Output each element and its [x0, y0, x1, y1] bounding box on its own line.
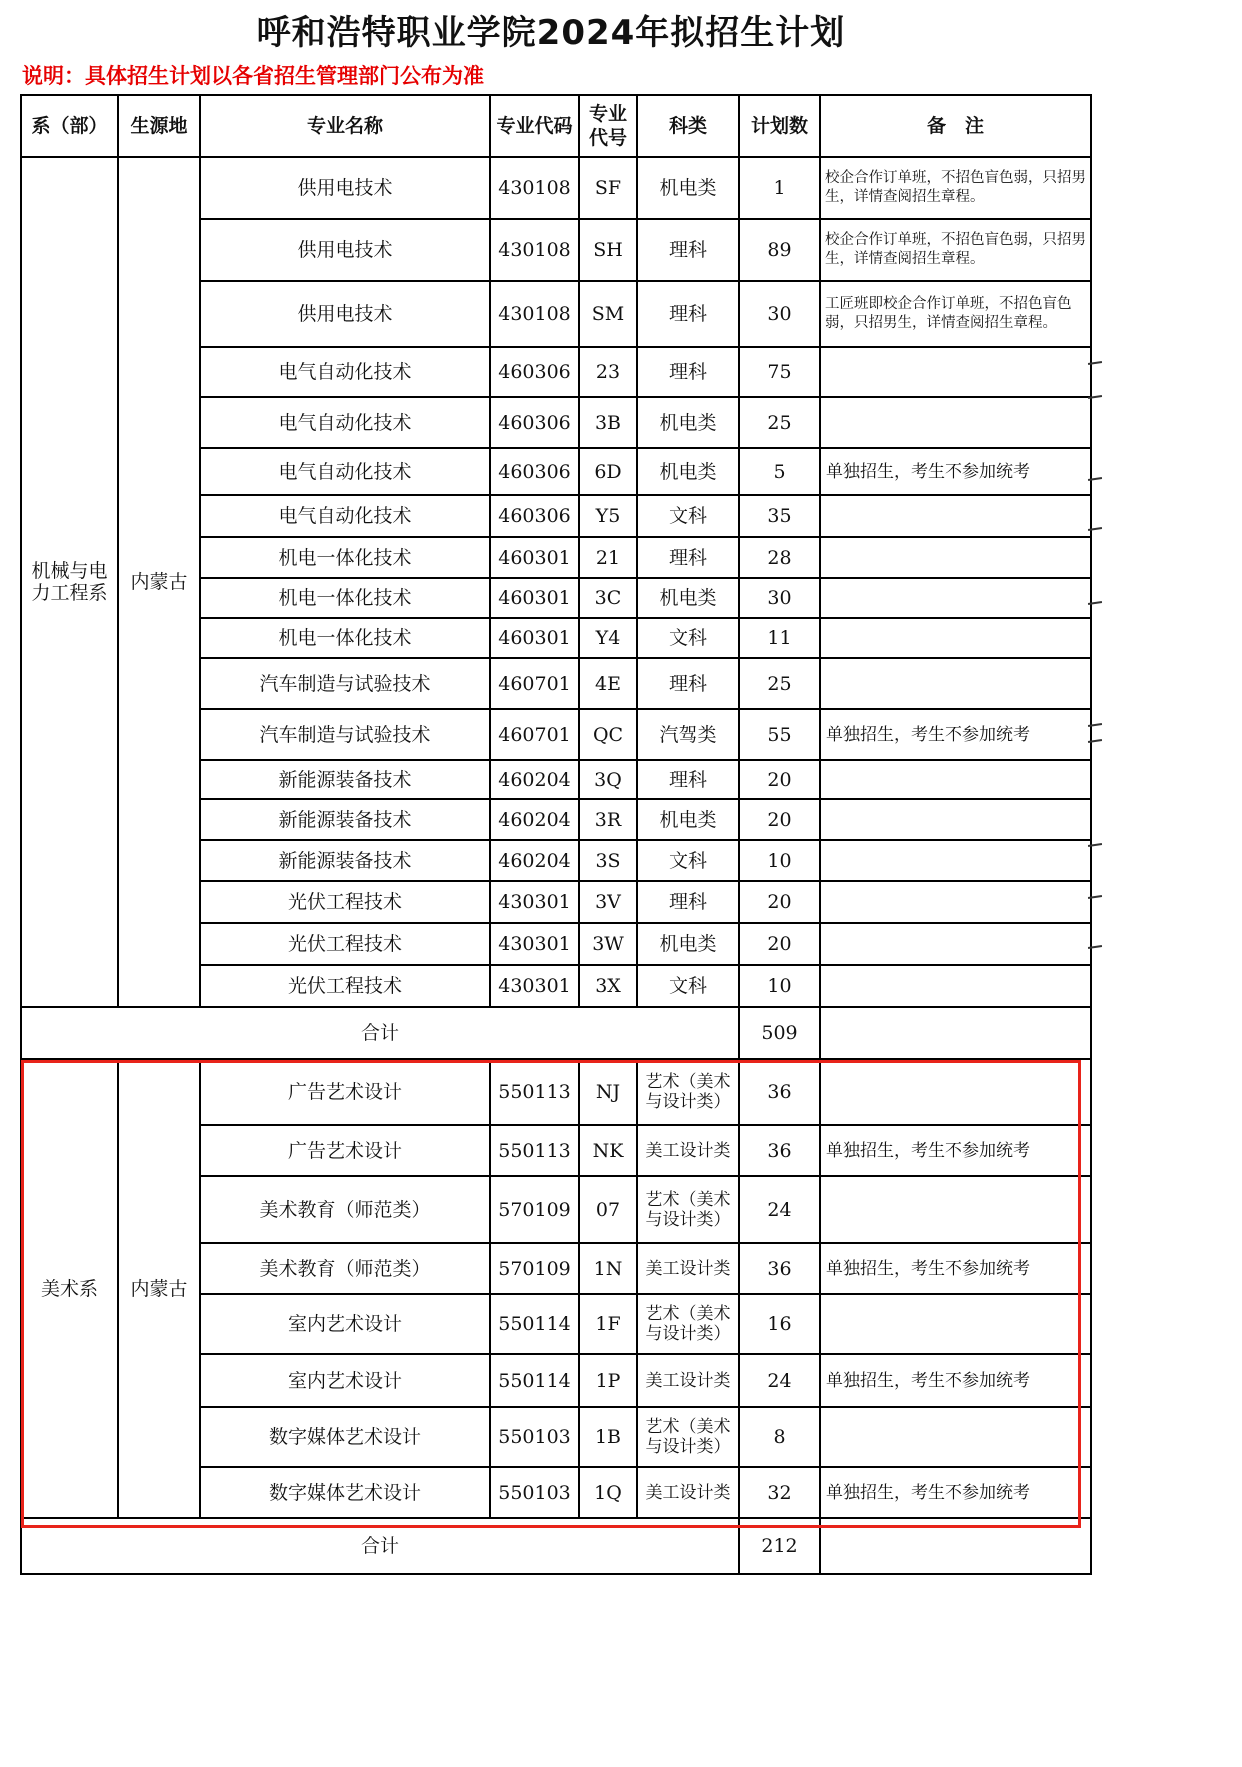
- major-code-cell: 550114: [490, 1294, 579, 1354]
- major-code-cell: 460306: [490, 397, 579, 448]
- major-code-cell: 460204: [490, 760, 579, 799]
- total-remark-cell: [820, 1518, 1091, 1574]
- edge-mark: [1088, 723, 1102, 727]
- header-remark: 备 注: [820, 95, 1091, 157]
- header-origin: 生源地: [118, 95, 200, 157]
- major-id-cell: 3S: [579, 840, 637, 881]
- category-cell: 机电类: [637, 448, 739, 495]
- major-id-cell: 3W: [579, 923, 637, 965]
- major-code-cell: 460701: [490, 658, 579, 709]
- major-id-cell: 3R: [579, 799, 637, 840]
- plan-count-cell: 16: [739, 1294, 820, 1354]
- major-code-cell: 550103: [490, 1407, 579, 1467]
- edge-mark: [1088, 895, 1102, 899]
- major-code-cell: 460204: [490, 799, 579, 840]
- plan-count-cell: 10: [739, 840, 820, 881]
- remark-cell: [820, 1407, 1091, 1467]
- edge-mark: [1088, 739, 1102, 743]
- major-code-cell: 550113: [490, 1125, 579, 1176]
- major-name-cell: 机电一体化技术: [200, 537, 490, 578]
- major-name-cell: 美术教育（师范类）: [200, 1176, 490, 1243]
- major-id-cell: SF: [579, 157, 637, 219]
- category-cell: 文科: [637, 618, 739, 658]
- plan-count-cell: 30: [739, 281, 820, 347]
- remark-cell: 单独招生，考生不参加统考: [820, 1467, 1091, 1518]
- remark-cell: [820, 799, 1091, 840]
- category-cell: 理科: [637, 347, 739, 397]
- remark-cell: 工匠班即校企合作订单班，不招色盲色弱，只招男生，详情查阅招生章程。: [820, 281, 1091, 347]
- edge-mark: [1088, 843, 1102, 847]
- major-id-cell: NJ: [579, 1059, 637, 1125]
- total-remark-cell: [820, 1007, 1091, 1059]
- remark-cell: 校企合作订单班，不招色盲色弱，只招男生，详情查阅招生章程。: [820, 219, 1091, 281]
- edge-mark: [1088, 361, 1102, 365]
- category-cell: 艺术（美术与设计类）: [637, 1294, 739, 1354]
- major-id-cell: 1P: [579, 1354, 637, 1407]
- plan-count-cell: 20: [739, 799, 820, 840]
- remark-cell: [820, 578, 1091, 618]
- remark-cell: [820, 923, 1091, 965]
- major-name-cell: 新能源装备技术: [200, 840, 490, 881]
- edge-mark: [1088, 477, 1102, 481]
- major-code-cell: 460301: [490, 618, 579, 658]
- category-cell: 美工设计类: [637, 1125, 739, 1176]
- plan-count-cell: 36: [739, 1059, 820, 1125]
- major-id-cell: 3B: [579, 397, 637, 448]
- major-code-cell: 460306: [490, 347, 579, 397]
- total-row: [21, 1518, 1091, 1574]
- remark-cell: [820, 760, 1091, 799]
- remark-cell: 单独招生，考生不参加统考: [820, 1354, 1091, 1407]
- major-name-cell: 室内艺术设计: [200, 1354, 490, 1407]
- category-cell: 汽驾类: [637, 709, 739, 760]
- header-row: [21, 95, 1091, 157]
- major-code-cell: 550114: [490, 1354, 579, 1407]
- major-code-cell: 550113: [490, 1059, 579, 1125]
- total-value: 212: [739, 1518, 820, 1574]
- table-row: [21, 1059, 1091, 1125]
- major-name-cell: 电气自动化技术: [200, 495, 490, 537]
- major-code-cell: 430108: [490, 281, 579, 347]
- plan-count-cell: 35: [739, 495, 820, 537]
- major-name-cell: 数字媒体艺术设计: [200, 1467, 490, 1518]
- major-id-cell: 3Q: [579, 760, 637, 799]
- category-cell: 机电类: [637, 578, 739, 618]
- category-cell: 文科: [637, 840, 739, 881]
- plan-count-cell: 30: [739, 578, 820, 618]
- major-code-cell: 430301: [490, 923, 579, 965]
- department-cell: 美术系: [21, 1059, 118, 1518]
- header-major-code: 专业代码: [490, 95, 579, 157]
- major-id-cell: 4E: [579, 658, 637, 709]
- category-cell: 机电类: [637, 923, 739, 965]
- major-name-cell: 汽车制造与试验技术: [200, 658, 490, 709]
- major-id-cell: 3C: [579, 578, 637, 618]
- major-code-cell: 430301: [490, 881, 579, 923]
- total-label: 合计: [21, 1518, 739, 1574]
- major-code-cell: 570109: [490, 1176, 579, 1243]
- category-cell: 文科: [637, 965, 739, 1007]
- total-label: 合计: [21, 1007, 739, 1059]
- plan-count-cell: 10: [739, 965, 820, 1007]
- remark-cell: [820, 1059, 1091, 1125]
- plan-count-cell: 89: [739, 219, 820, 281]
- major-id-cell: SH: [579, 219, 637, 281]
- major-id-cell: 3X: [579, 965, 637, 1007]
- category-cell: 理科: [637, 881, 739, 923]
- remark-cell: 单独招生，考生不参加统考: [820, 448, 1091, 495]
- major-name-cell: 机电一体化技术: [200, 578, 490, 618]
- remark-cell: [820, 347, 1091, 397]
- major-id-cell: 23: [579, 347, 637, 397]
- category-cell: 美工设计类: [637, 1243, 739, 1294]
- category-cell: 理科: [637, 537, 739, 578]
- major-id-cell: 3V: [579, 881, 637, 923]
- remark-cell: [820, 397, 1091, 448]
- plan-count-cell: 11: [739, 618, 820, 658]
- major-name-cell: 电气自动化技术: [200, 397, 490, 448]
- plan-count-cell: 25: [739, 397, 820, 448]
- remark-cell: 单独招生，考生不参加统考: [820, 709, 1091, 760]
- remark-cell: [820, 658, 1091, 709]
- major-code-cell: 430301: [490, 965, 579, 1007]
- major-name-cell: 美术教育（师范类）: [200, 1243, 490, 1294]
- page-title: 呼和浩特职业学院2024年拟招生计划: [256, 13, 846, 53]
- enrollment-plan-table: [20, 94, 1092, 1575]
- major-name-cell: 光伏工程技术: [200, 965, 490, 1007]
- major-name-cell: 新能源装备技术: [200, 760, 490, 799]
- major-id-cell: 1B: [579, 1407, 637, 1467]
- category-cell: 文科: [637, 495, 739, 537]
- major-id-cell: 21: [579, 537, 637, 578]
- major-id-cell: 1Q: [579, 1467, 637, 1518]
- table-body: [21, 157, 1091, 1574]
- major-name-cell: 光伏工程技术: [200, 923, 490, 965]
- major-id-cell: 07: [579, 1176, 637, 1243]
- major-id-cell: 6D: [579, 448, 637, 495]
- category-cell: 艺术（美术与设计类）: [637, 1176, 739, 1243]
- remark-cell: [820, 840, 1091, 881]
- category-cell: 美工设计类: [637, 1354, 739, 1407]
- plan-count-cell: 75: [739, 347, 820, 397]
- header-plan-count: 计划数: [739, 95, 820, 157]
- major-name-cell: 光伏工程技术: [200, 881, 490, 923]
- remark-cell: [820, 1176, 1091, 1243]
- plan-count-cell: 28: [739, 537, 820, 578]
- major-name-cell: 电气自动化技术: [200, 347, 490, 397]
- major-id-cell: SM: [579, 281, 637, 347]
- edge-mark: [1088, 601, 1102, 605]
- edge-mark: [1088, 527, 1102, 531]
- plan-count-cell: 24: [739, 1354, 820, 1407]
- plan-count-cell: 20: [739, 923, 820, 965]
- category-cell: 理科: [637, 219, 739, 281]
- major-name-cell: 广告艺术设计: [200, 1059, 490, 1125]
- remark-cell: 单独招生，考生不参加统考: [820, 1125, 1091, 1176]
- header-department: 系（部）: [21, 95, 118, 157]
- plan-count-cell: 32: [739, 1467, 820, 1518]
- plan-count-cell: 5: [739, 448, 820, 495]
- note-text: 说明：具体招生计划以各省招生管理部门公布为准: [22, 64, 484, 88]
- origin-cell: 内蒙古: [118, 157, 200, 1007]
- edge-mark: [1088, 395, 1102, 399]
- major-id-cell: Y5: [579, 495, 637, 537]
- total-row: [21, 1007, 1091, 1059]
- header-major-name: 专业名称: [200, 95, 490, 157]
- category-cell: 机电类: [637, 799, 739, 840]
- major-name-cell: 汽车制造与试验技术: [200, 709, 490, 760]
- major-code-cell: 430108: [490, 157, 579, 219]
- plan-count-cell: 24: [739, 1176, 820, 1243]
- category-cell: 艺术（美术与设计类）: [637, 1407, 739, 1467]
- major-code-cell: 460301: [490, 537, 579, 578]
- remark-cell: 单独招生，考生不参加统考: [820, 1243, 1091, 1294]
- remark-cell: 校企合作订单班，不招色盲色弱，只招男生，详情查阅招生章程。: [820, 157, 1091, 219]
- major-code-cell: 570109: [490, 1243, 579, 1294]
- origin-cell: 内蒙古: [118, 1059, 200, 1518]
- major-code-cell: 550103: [490, 1467, 579, 1518]
- major-name-cell: 广告艺术设计: [200, 1125, 490, 1176]
- remark-cell: [820, 618, 1091, 658]
- category-cell: 理科: [637, 658, 739, 709]
- major-name-cell: 供用电技术: [200, 157, 490, 219]
- category-cell: 机电类: [637, 397, 739, 448]
- major-id-cell: 1N: [579, 1243, 637, 1294]
- major-id-cell: NK: [579, 1125, 637, 1176]
- table-row: [21, 157, 1091, 219]
- plan-count-cell: 55: [739, 709, 820, 760]
- plan-count-cell: 8: [739, 1407, 820, 1467]
- major-name-cell: 新能源装备技术: [200, 799, 490, 840]
- major-code-cell: 460301: [490, 578, 579, 618]
- remark-cell: [820, 965, 1091, 1007]
- category-cell: 美工设计类: [637, 1467, 739, 1518]
- total-value: 509: [739, 1007, 820, 1059]
- category-cell: 理科: [637, 760, 739, 799]
- remark-cell: [820, 881, 1091, 923]
- major-code-cell: 430108: [490, 219, 579, 281]
- plan-count-cell: 1: [739, 157, 820, 219]
- major-code-cell: 460701: [490, 709, 579, 760]
- major-id-cell: 1F: [579, 1294, 637, 1354]
- remark-cell: [820, 1294, 1091, 1354]
- plan-count-cell: 25: [739, 658, 820, 709]
- category-cell: 机电类: [637, 157, 739, 219]
- header-category: 科类: [637, 95, 739, 157]
- major-code-cell: 460306: [490, 495, 579, 537]
- major-name-cell: 室内艺术设计: [200, 1294, 490, 1354]
- category-cell: 理科: [637, 281, 739, 347]
- major-name-cell: 供用电技术: [200, 219, 490, 281]
- header-major-id: 专业 代号: [579, 95, 637, 157]
- remark-cell: [820, 495, 1091, 537]
- plan-count-cell: 36: [739, 1125, 820, 1176]
- major-code-cell: 460306: [490, 448, 579, 495]
- major-id-cell: Y4: [579, 618, 637, 658]
- plan-count-cell: 36: [739, 1243, 820, 1294]
- major-code-cell: 460204: [490, 840, 579, 881]
- plan-count-cell: 20: [739, 760, 820, 799]
- plan-count-cell: 20: [739, 881, 820, 923]
- major-name-cell: 机电一体化技术: [200, 618, 490, 658]
- major-id-cell: QC: [579, 709, 637, 760]
- department-cell: 机械与电力工程系: [21, 157, 118, 1007]
- remark-cell: [820, 537, 1091, 578]
- major-name-cell: 供用电技术: [200, 281, 490, 347]
- edge-mark: [1088, 945, 1102, 949]
- major-name-cell: 数字媒体艺术设计: [200, 1407, 490, 1467]
- major-name-cell: 电气自动化技术: [200, 448, 490, 495]
- category-cell: 艺术（美术与设计类）: [637, 1059, 739, 1125]
